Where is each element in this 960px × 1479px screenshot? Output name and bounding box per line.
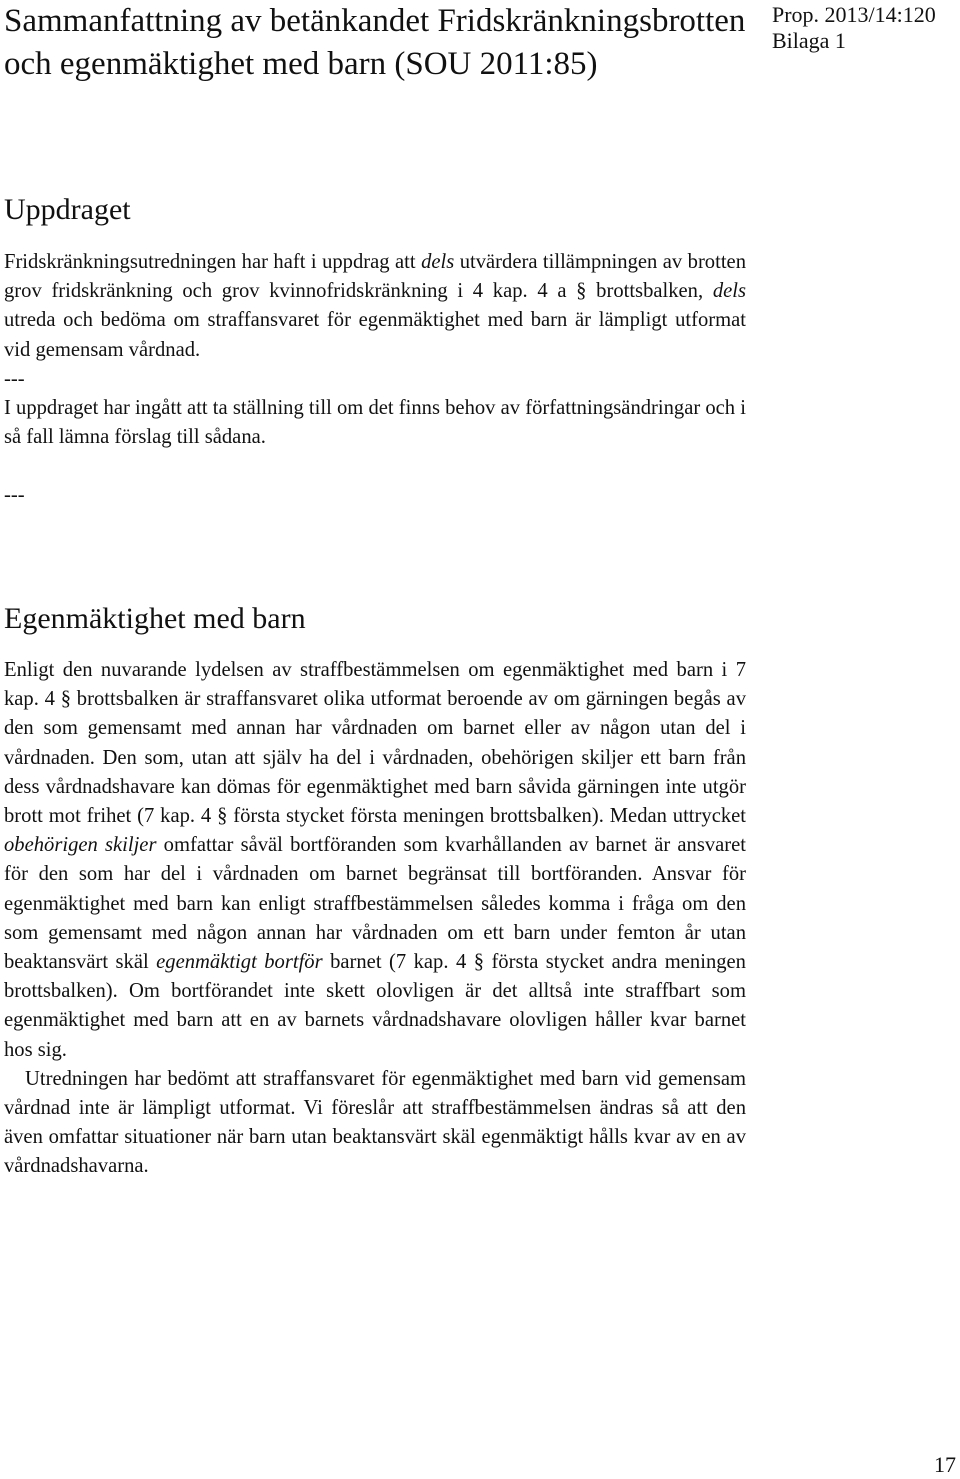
paragraph-current-law: Enligt den nuvarande lydelsen av straffbestämmelsen om egenmäktighet med barn i 7 kap. 4 § brottsbalken är straffansvaret olika utformat beroende av om gärningen begås av den som gemensamt med annan har vårdnaden om barnet eller av någon utan del i vårdnaden. Den som, utan att själv ha del i vårdnaden, obehörigen skiljer ett barn från dess vårdnadshavare kan dömas för egenmäktighet med barn såvida gärningen inte utgör brott mot frihet (7 kap. 4 § första stycket första meningen brottsbalken). Medan uttrycket obehörigen skiljer omfattar såväl bortföranden som kvarhållanden av barnet är ansvaret för den som har del i vårdnaden om barnet begränsat till bortföranden. Ansvar för egenmäktighet med barn kan enligt straffbestämmelsen således komma i fråga om den som gemensamt med någon annan har vårdnaden om ett barn under femton år utan beaktansvärt skäl egenmäktigt bortför barnet (7 kap. 4 § första stycket andra meningen brottsbalken). Om bortförandet inte skett olovligen är det alltså inte straffbart som egenmäktighet med barn att en av barnets vårdnadshavare olovligen håller kvar barnet hos sig. [4, 659, 746, 1061]
section-heading-egenmaktighet: Egenmäktighet med barn [4, 602, 306, 635]
section-body-uppdraget [4, 248, 746, 511]
separator: --- [4, 367, 25, 390]
section-body-egenmaktighet [4, 656, 746, 1182]
page-title: Sammanfattning av betänkandet Fridskränkningsbrotten och egenmäktighet med barn (SOU 2011:85) [4, 3, 746, 82]
appendix-label: Bilaga 1 [772, 28, 846, 53]
separator: --- [4, 484, 25, 507]
emphasis-text: dels [712, 280, 746, 303]
page-number: 17 [934, 1452, 956, 1477]
paragraph-assignment: Fridskränkningsutredningen har haft i uppdrag att dels utvärdera tillämpningen av brotten grov fridskränkning och grov kvinnofridskränkning i 4 kap. 4 a § brottsbalken, dels utreda och bedöma om straffansvaret för egenmäktighet med barn är lämpligt utformat vid gemensam vårdnad. [4, 251, 746, 361]
emphasis-text: egenmäktigt bortför [156, 951, 323, 974]
paragraph-scope: I uppdraget har ingått att ta ställning till om det finns behov av författningsändringar och i så fall lämna förslag till sådana. [4, 397, 746, 449]
emphasis-text: dels [421, 251, 455, 273]
paragraph-proposal: Utredningen har bedömt att straffansvaret för egenmäktighet med barn vid gemensam vårdnad inte är lämpligt utformat. Vi föreslår att straffbestämmelsen ändras så att den även omfattar situationer när barn utan beaktansvärt skäl egenmäktigt hålls kvar av en av vårdnadshavarna. [4, 1067, 746, 1178]
margin-reference [772, 2, 958, 54]
emphasis-text: obehörigen skiljer [4, 834, 157, 857]
proposition-reference: Prop. 2013/14:120 [772, 2, 936, 27]
section-heading-uppdraget: Uppdraget [4, 193, 131, 226]
